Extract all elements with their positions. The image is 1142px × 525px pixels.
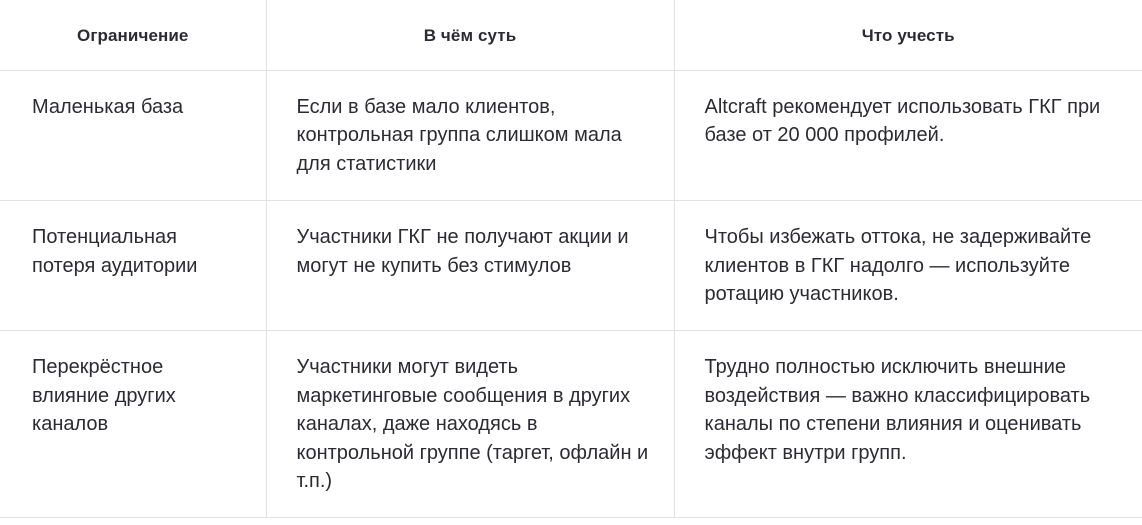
- cell-essence: [266, 331, 674, 518]
- cell-note-text: Чтобы избежать оттока, не задерживайте клиентов в ГКГ надолго — используйте ротацию участников.: [704, 226, 1092, 305]
- cell-note: [674, 201, 1142, 331]
- cell-limit-text: Потенциальная потеря аудитории: [32, 226, 198, 277]
- cell-note: [674, 331, 1142, 518]
- cell-limit: [0, 331, 266, 518]
- cell-limit-text: Перекрёстное влияние других каналов: [32, 356, 176, 436]
- column-header-note: Что учесть: [674, 0, 1142, 71]
- cell-note-text: Трудно полностью исключить внешние воздействия — важно классифицировать каналы по степени влияния и оценивать эффект внутри групп.: [704, 356, 1091, 464]
- cell-note-text: Altcraft рекомендует использовать ГКГ при базе от 20 000 профилей.: [704, 96, 1101, 147]
- table-row: [0, 71, 1142, 201]
- column-header-limit: Ограничение: [0, 0, 266, 71]
- table-row: [0, 331, 1142, 518]
- column-header-essence: В чём суть: [266, 0, 674, 71]
- cell-limit: [0, 71, 266, 201]
- table-header-row: [0, 0, 1142, 71]
- cell-note: [674, 71, 1142, 201]
- cell-essence-text: Если в базе мало клиентов, контрольная группа слишком мала для статистики: [296, 96, 622, 175]
- table-row: [0, 201, 1142, 331]
- table-header: [0, 0, 1142, 71]
- table-body: [0, 71, 1142, 518]
- cell-limit-text: Маленькая база: [32, 96, 184, 118]
- cell-essence: [266, 201, 674, 331]
- cell-essence-text: Участники ГКГ не получают акции и могут не купить без стимулов: [296, 226, 629, 277]
- cell-limit: [0, 201, 266, 331]
- cell-essence: [266, 71, 674, 201]
- cell-essence-text: Участники могут видеть маркетинговые сообщения в других каналах, даже находясь в контрольной группе (таргет, офлайн и т.п.): [296, 356, 649, 492]
